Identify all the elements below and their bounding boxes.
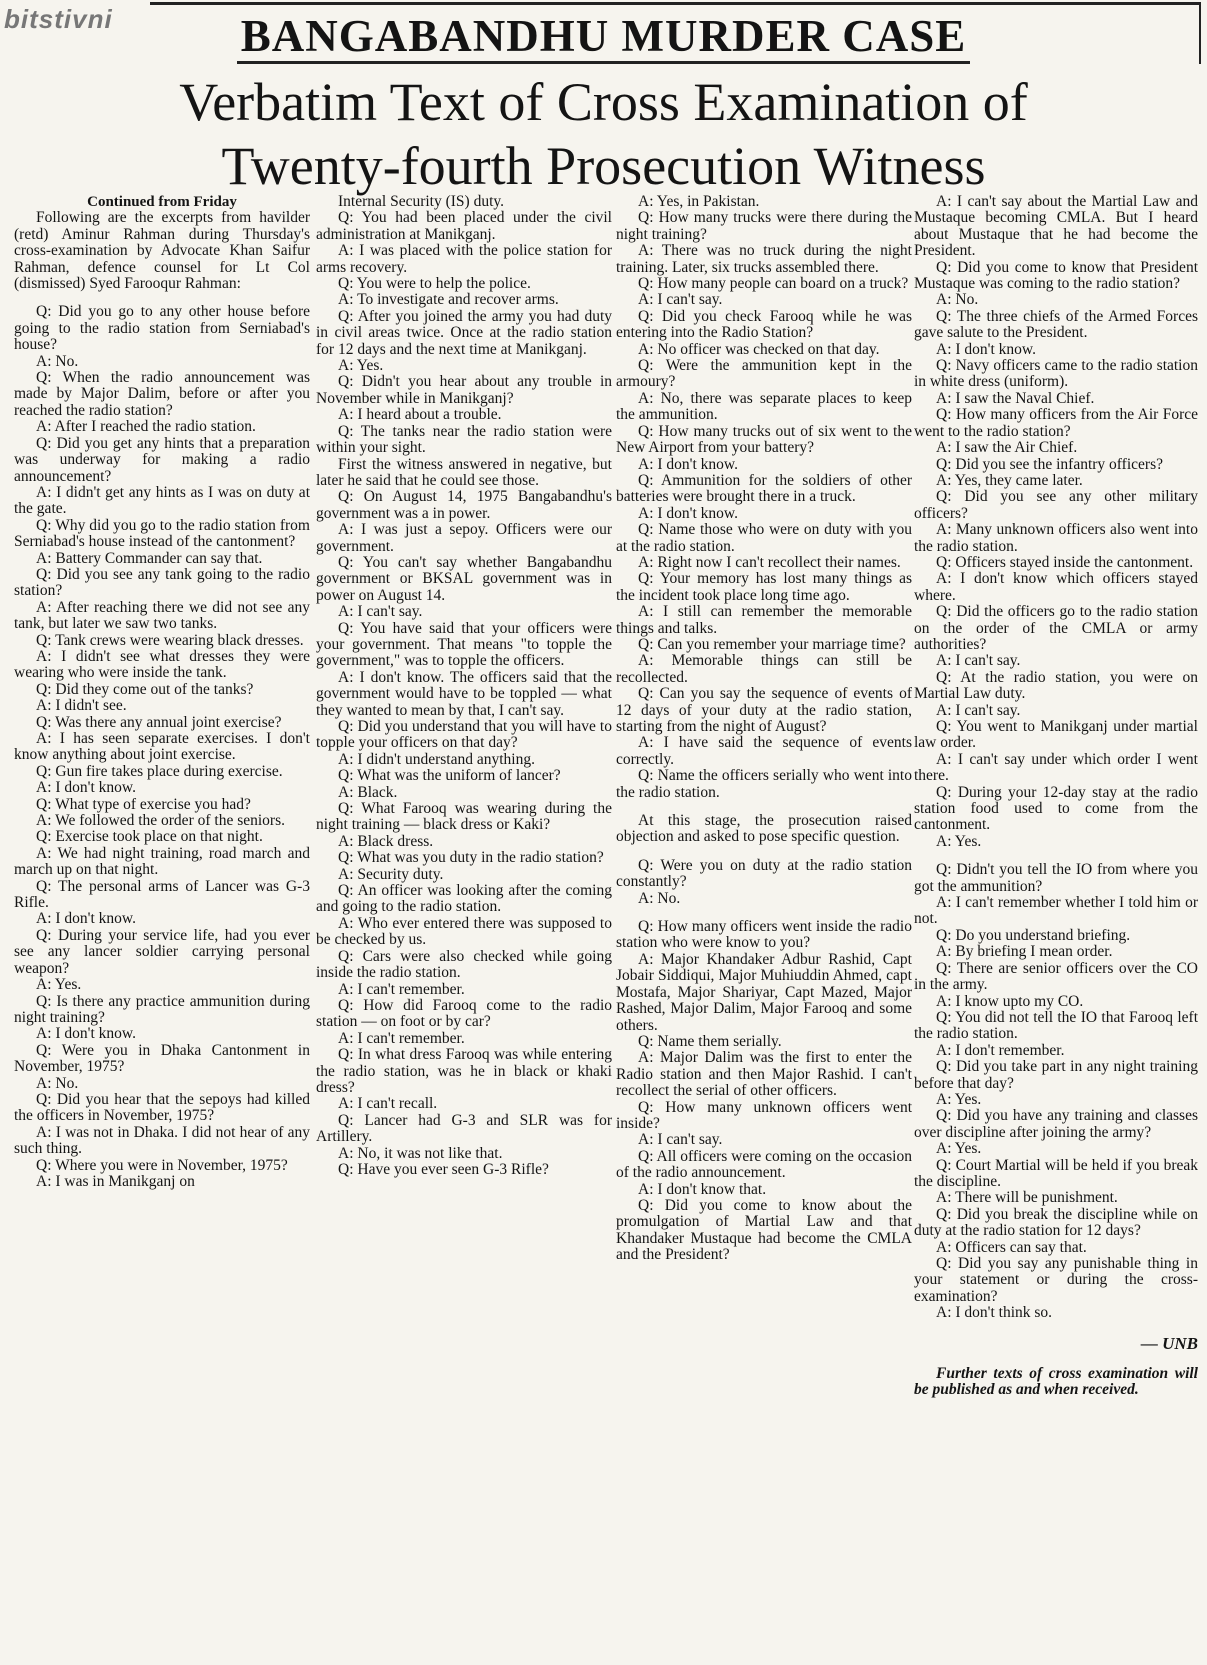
paragraph: A: I can't remember whether I told him or not.	[914, 894, 1198, 928]
paragraph: Q: Can you remember your marriage time?	[638, 635, 906, 653]
paragraph: A: I don't know.	[638, 504, 738, 522]
paragraph: Q: Name them serially.	[638, 1032, 782, 1050]
paragraph: A: No officer was checked on that day.	[638, 340, 880, 358]
paragraph: Q: Did you take part in any night training before that day?	[914, 1058, 1198, 1092]
paragraph: Q: You were to help the police.	[338, 275, 531, 293]
paragraph: A: Yes.	[36, 976, 82, 994]
paragraph: A: Black.	[338, 783, 398, 801]
paragraph: A: There was no truck during the night training. Later, six trucks assembled there.	[616, 242, 912, 276]
paragraph: Q: Lancer had G-3 and SLR was for Artillery.	[316, 1111, 612, 1146]
paragraph: Q: Did they come out of the tanks?	[36, 680, 254, 698]
paragraph: Q: When the radio announcement was made by Major Dalim, before or after you reached the radio station?	[14, 369, 310, 419]
paragraph: Q: Why did you go to the radio station from Serniabad's house instead of the cantonment?	[14, 516, 310, 551]
paragraph: A: I don't know.	[36, 910, 136, 928]
continued-note: Continued from Friday	[87, 194, 237, 210]
paragraph: A: I can't say about the Martial Law and Mustaque becoming CMLA. But I heard about Mustaque that he had become the President.	[914, 194, 1198, 260]
paragraph: Q: Your memory has lost many things as the incident took place long time ago.	[616, 570, 912, 604]
paragraph: Q: Cars were also checked while going inside the radio station.	[316, 947, 612, 982]
paragraph: Q: Were the ammunition kept in the armoury?	[616, 357, 912, 391]
paragraph: Q: Is there any practice ammunition during night training?	[14, 992, 310, 1026]
article-column-2	[316, 194, 612, 1660]
paragraph: A: No.	[936, 291, 979, 309]
paragraph: Q: After you joined the army you had duty in civil areas twice. Once at the radio station for 12 days and the next time at Manikganj.	[316, 307, 612, 358]
paragraph: A: Memorable things can still be recollected.	[616, 652, 912, 686]
paragraph: A: I don't remember.	[936, 1041, 1065, 1059]
paragraph: Q: You went to Manikganj under martial law order.	[914, 718, 1198, 752]
paragraph: A: Security duty.	[338, 865, 444, 883]
article-column-1	[14, 194, 310, 1660]
paragraph: Following are the excerpts from havilder (retd) Aminur Rahman during Thursday's cross-examination by Advocate Khan Saifur Rahman, defence counsel for Lt Col (dismissed) Syed Farooqur Rahman:	[14, 209, 310, 293]
paragraph: Q: Didn't you hear about any trouble in November while in Manikganj?	[316, 373, 612, 407]
paragraph: A: I don't know which officers stayed where.	[914, 570, 1198, 604]
paragraph: Q: All officers were coming on the occasion of the radio announcement.	[616, 1147, 912, 1182]
paragraph: Q: Did you say any punishable thing in your statement or during the cross-examination?	[914, 1255, 1198, 1305]
top-rule	[150, 2, 1201, 5]
paragraph: A: After I reached the radio station.	[36, 418, 256, 436]
paragraph: Q: Gun fire takes place during exercise.	[36, 762, 283, 780]
paragraph: A: Battery Commander can say that.	[36, 549, 263, 567]
paragraph: A: Right now I can't recollect their names.	[638, 553, 901, 571]
paragraph: A: I saw the Naval Chief.	[936, 389, 1095, 407]
paragraph: Q: The personal arms of Lancer was G-3 Rifle.	[14, 877, 310, 912]
paragraph: A: I still can remember the memorable things and talks.	[616, 603, 912, 637]
paragraph: Q: You can't say whether Bangabandhu government or BKSAL government was in power on August 14.	[316, 553, 612, 604]
paragraph: A: I can't say.	[936, 652, 1021, 670]
paragraph: A: I don't know.	[36, 1025, 136, 1043]
paragraph: A: I can't say.	[638, 1131, 723, 1149]
paragraph: A: I saw the Air Chief.	[936, 439, 1078, 457]
paragraph: Q: There are senior officers over the CO in the army.	[914, 959, 1198, 994]
paragraph: A: I didn't see.	[36, 697, 127, 715]
paragraph: Q: How many trucks out of six went to the New Airport from your battery?	[616, 422, 912, 457]
paragraph: Q: Name the officers serially who went into the radio station.	[616, 767, 912, 801]
paragraph: Q: How many people can board on a truck?	[638, 275, 909, 293]
paragraph: A: I don't know.	[36, 779, 136, 797]
paragraph: A: By briefing I mean order.	[936, 943, 1113, 961]
paragraph: Q: Can you say the sequence of events of 12 days of your duty at the radio station, starting from the night of August?	[616, 685, 912, 735]
paragraph: Q: An officer was looking after the coming and going to the radio station.	[316, 882, 612, 916]
paragraph: A: I can't say.	[338, 603, 423, 621]
paragraph: A: I was in Manikganj on	[36, 1172, 195, 1190]
paragraph: A: Yes.	[936, 832, 982, 850]
paragraph: Q: Tank crews were wearing black dresses.	[36, 631, 304, 649]
paragraph: Q: Exercise took place on that night.	[36, 828, 263, 846]
paragraph: Q: Didn't you tell the IO from where you got the ammunition?	[914, 861, 1198, 895]
paragraph: Q: During your service life, had you ever see any lancer soldier carrying personal weapon?	[14, 926, 310, 977]
paragraph: A: I didn't get any hints as I was on duty at the gate.	[14, 483, 310, 518]
paragraph: A: I can't say.	[936, 701, 1021, 719]
paragraph: A: To investigate and recover arms.	[338, 291, 559, 309]
paragraph: A: Black dress.	[338, 832, 434, 850]
paragraph: A: Officers can say that.	[936, 1238, 1087, 1256]
paragraph: A: I don't know.	[638, 455, 738, 473]
main-headline	[0, 70, 1207, 198]
paragraph: A: I don't know that.	[638, 1180, 767, 1198]
paragraph: A: I was not in Dhaka. I did not hear of any such thing.	[14, 1123, 310, 1158]
paragraph: Q: How many officers from the Air Force went to the radio station?	[914, 406, 1198, 440]
paragraph: A: Yes, they came later.	[936, 471, 1083, 489]
paragraph: A: I was placed with the police station for arms recovery.	[316, 242, 612, 276]
paragraph: Q: How did Farooq come to the radio station — on foot or by car?	[316, 996, 612, 1031]
paragraph: Q: What was you duty in the radio station?	[338, 849, 604, 867]
paragraph: A: No.	[36, 1074, 79, 1092]
paragraph: A: Many unknown officers also went into the radio station.	[914, 521, 1198, 555]
paragraph: A: I was just a sepoy. Officers were our government.	[316, 521, 612, 555]
article-column-3	[616, 194, 912, 1660]
paragraph: Q: Navy officers came to the radio station in white dress (uniform).	[914, 357, 1198, 391]
paragraph: A: I has seen separate exercises. I don't know anything about joint exercise.	[14, 730, 310, 764]
paragraph: Q: Court Martial will be held if you break the discipline.	[914, 1156, 1198, 1190]
paragraph: Q: Have you ever seen G-3 Rifle?	[338, 1160, 549, 1178]
paragraph: Q: Did you go to any other house before going to the radio station from Serniabad's house?	[14, 303, 310, 354]
footer-note: Further texts of cross examination will be published as and when received.	[914, 1365, 1198, 1399]
kicker-headline: BANGABANDHU MURDER CASE	[0, 10, 1207, 62]
paragraph: A: I don't think so.	[936, 1304, 1053, 1322]
paragraph: A: Yes.	[338, 357, 384, 375]
paragraph: Q: How many officers went inside the radio station who were know to you?	[616, 918, 912, 952]
paragraph: Q: What Farooq was wearing during the night training — black dress or Kaki?	[316, 800, 612, 834]
credit-line: — UNB	[1140, 1333, 1198, 1353]
paragraph: A: After reaching there we did not see any tank, but later we saw two tanks.	[14, 598, 310, 633]
article-column-4	[914, 194, 1198, 1660]
paragraph: A: Yes.	[936, 1140, 982, 1158]
paragraph: Q: How many trucks were there during the night training?	[616, 209, 912, 243]
paragraph: Q: Did you understand that you will have to topple your officers on that day?	[316, 718, 612, 752]
paragraph: Q: The three chiefs of the Armed Forces gave salute to the President.	[914, 307, 1198, 342]
paragraph: A: No.	[638, 889, 681, 907]
paragraph: Q: Did you break the discipline while on duty at the radio station for 12 days?	[914, 1205, 1198, 1240]
paragraph: Q: On August 14, 1975 Bangabandhu's government was a in power.	[316, 488, 612, 522]
paragraph: Q: Was there any annual joint exercise?	[36, 713, 282, 731]
paragraph: A: Major Khandaker Adbur Rashid, Capt Jobair Siddiqui, Major Muhiuddin Ahmed, capt Mostafa, Major Shariyar, Capt Mazed, Major Rashed, Major Dalim, Major Farooq and some others.	[616, 950, 912, 1034]
paragraph: Q: You did not tell the IO that Farooq left the radio station.	[914, 1008, 1198, 1043]
headline-line-2: Twenty-fourth Prosecution Witness	[221, 136, 986, 196]
paragraph: Q: Ammunition for the soldiers of other batteries were brought there in a truck.	[616, 471, 912, 506]
paragraph: Q: Do you understand briefing.	[936, 926, 1131, 944]
paragraph: Q: Officers stayed inside the cantonment.	[936, 553, 1194, 571]
headline-line-1: Verbatim Text of Cross Examination of	[179, 72, 1028, 132]
paragraph: Q: You had been placed under the civil administration at Manikganj.	[316, 209, 612, 243]
paragraph: A: I don't know. The officers said that the government would have to be toppled — what they wanted to mean by that, I can't say.	[316, 668, 612, 719]
paragraph: Q: Did you get any hints that a preparation was underway for making a radio announcement?	[14, 434, 310, 485]
paragraph: A: I can't remember.	[338, 980, 465, 998]
paragraph: A: I have said the sequence of events correctly.	[616, 734, 912, 768]
paragraph: A: We followed the order of the seniors.	[36, 812, 285, 830]
paragraph: Q: Were you on duty at the radio station constantly?	[616, 856, 912, 891]
paragraph: At this stage, the prosecution raised objection and asked to pose specific question.	[616, 812, 912, 846]
paragraph: A: I can't recall.	[338, 1095, 438, 1113]
paragraph: A: No, there was separate places to keep the ammunition.	[616, 389, 912, 424]
paragraph: Q: Where you were in November, 1975?	[36, 1156, 288, 1174]
paragraph: Q: At the radio station, you were on Martial Law duty.	[914, 668, 1198, 703]
paragraph: A: Yes.	[936, 1090, 982, 1108]
paragraph: Q: You have said that your officers were your government. That means "to topple the government," was to topple the officers.	[316, 619, 612, 670]
paragraph: Q: What was the uniform of lancer?	[338, 767, 561, 785]
paragraph: Q: Did you hear that the sepoys had killed the officers in November, 1975?	[14, 1090, 310, 1125]
article-body	[0, 194, 1207, 1660]
paragraph: A: I don't know.	[936, 340, 1036, 358]
paragraph: A: Major Dalim was the first to enter the Radio station and then Major Rashid. I can't recollect the serial of other officers.	[616, 1049, 912, 1100]
paragraph: Q: The tanks near the radio station were within your sight.	[316, 422, 612, 457]
paragraph: Q: Did you have any training and classes over discipline after joining the army?	[914, 1107, 1198, 1141]
paragraph: A: I can't remember.	[338, 1029, 465, 1047]
paragraph: Q: Did you come to know about the promulgation of Martial Law and that Khandaker Mustaque had become the CMLA and the President?	[616, 1196, 912, 1264]
paragraph: A: Yes, in Pakistan.	[638, 194, 760, 210]
paragraph: Q: Did you see any other military officers?	[914, 488, 1198, 522]
paragraph: A: I can't say.	[638, 291, 723, 309]
masthead	[0, 0, 1207, 205]
paragraph: A: No, it was not like that.	[338, 1144, 503, 1162]
paragraph: Q: How many unknown officers went inside?	[616, 1098, 912, 1132]
paragraph: First the witness answered in negative, but later he said that he could see those.	[316, 455, 612, 489]
paragraph: Q: Did you see the infantry officers?	[936, 455, 1163, 473]
paragraph: A: I didn't see what dresses they were wearing who were inside the tank.	[14, 647, 310, 682]
paragraph: A: I heard about a trouble.	[338, 406, 502, 424]
paragraph: Q: Did the officers go to the radio station on the order of the CMLA or army authorities?	[914, 603, 1198, 653]
paragraph: Q: What type of exercise you had?	[36, 795, 251, 813]
paragraph: Q: Did you come to know that President Mustaque was coming to the radio station?	[914, 258, 1198, 293]
paragraph: Q: Name those who were on duty with you at the radio station.	[616, 521, 912, 555]
paragraph: A: There will be punishment.	[936, 1189, 1118, 1207]
newspaper-logo: bitstivni	[4, 4, 113, 34]
paragraph: A: I can't say under which order I went there.	[914, 750, 1198, 785]
paragraph: Q: During your 12-day stay at the radio station food used to come from the cantonment.	[914, 783, 1198, 834]
paragraph: A: No.	[36, 352, 79, 370]
paragraph: A: I didn't understand anything.	[338, 750, 535, 768]
paragraph: Q: Did you see any tank going to the radio station?	[14, 565, 310, 600]
paragraph: A: I know upto my CO.	[936, 992, 1084, 1010]
paragraph: Q: Did you check Farooq while he was entering into the Radio Station?	[616, 307, 912, 342]
paragraph: Q: Were you in Dhaka Cantonment in November, 1975?	[14, 1041, 310, 1076]
paragraph: A: We had night training, road march and march up on that night.	[14, 844, 310, 879]
paragraph: Internal Security (IS) duty.	[338, 194, 505, 210]
paragraph: Q: In what dress Farooq was while entering the radio station, was he in black or khaki dress?	[316, 1046, 612, 1096]
paragraph: A: Who ever entered there was supposed to be checked by us.	[316, 914, 612, 949]
